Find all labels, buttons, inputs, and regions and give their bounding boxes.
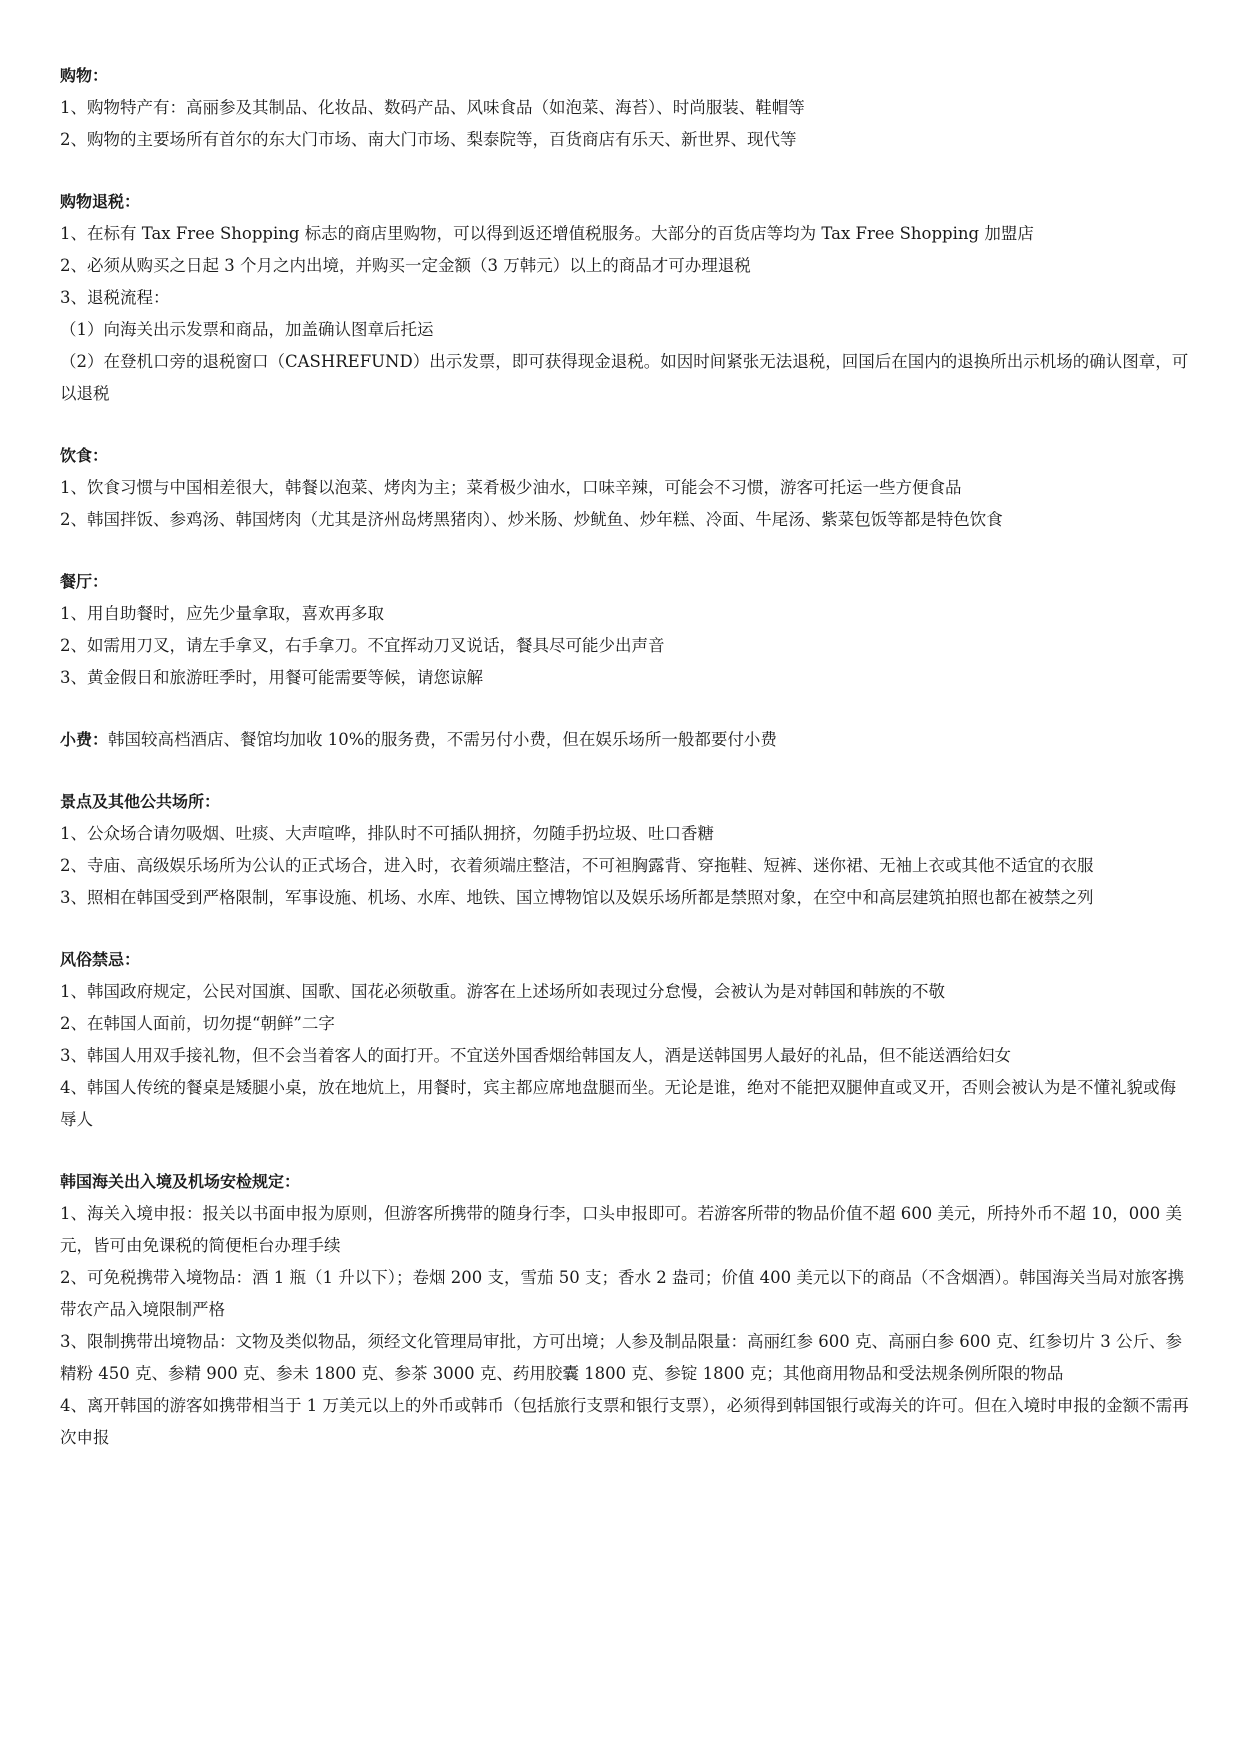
section-restaurant	[60, 566, 1189, 694]
paragraph: 3、韩国人用双手接礼物，但不会当着客人的面打开。不宜送外国香烟给韩国友人，酒是送韩国男人最好的礼品，但不能送酒给妇女	[60, 1046, 1011, 1065]
paragraph: 1、韩国政府规定，公民对国旗、国歌、国花必须敬重。游客在上述场所如表现过分怠慢，会被认为是对韩国和韩族的不敬	[60, 982, 945, 1001]
paragraph: 2、寺庙、高级娱乐场所为公认的正式场合，进入时，衣着须端庄整洁，不可袒胸露背、穿拖鞋、短裤、迷你裙、无袖上衣或其他不适宜的衣服	[60, 856, 1094, 875]
section-heading: 小费：	[60, 730, 109, 749]
paragraph: 1、海关入境申报：报关以书面申报为原则，但游客所携带的随身行李，口头申报即可。若游客所带的物品价值不超 600 美元，所持外币不超 10，000 美元，皆可由免课税的简便柜台办理手续	[60, 1204, 1182, 1255]
section-heading: 饮食：	[60, 446, 109, 465]
paragraph: 2、在韩国人面前，切勿提“朝鲜”二字	[60, 1014, 335, 1033]
section-heading: 风俗禁忌：	[60, 950, 141, 969]
paragraph: 2、如需用刀叉，请左手拿叉，右手拿刀。不宜挥动刀叉说话，餐具尽可能少出声音	[60, 636, 665, 655]
section-heading: 购物：	[60, 66, 109, 85]
section-customs-regulations	[60, 1166, 1189, 1454]
paragraph: （1）向海关出示发票和商品，加盖确认图章后托运	[60, 320, 434, 339]
section-heading: 韩国海关出入境及机场安检规定：	[60, 1172, 301, 1191]
section-heading: 景点及其他公共场所：	[60, 792, 221, 811]
section-heading: 购物退税：	[60, 192, 141, 211]
paragraph	[60, 724, 1189, 756]
section-tax-refund	[60, 186, 1189, 410]
section-heading: 餐厅：	[60, 572, 109, 591]
paragraph: 3、照相在韩国受到严格限制，军事设施、机场、水库、地铁、国立博物馆以及娱乐场所都是禁照对象，在空中和高层建筑拍照也都在被禁之列	[60, 888, 1094, 907]
paragraph: 2、必须从购买之日起 3 个月之内出境，并购买一定金额（3 万韩元）以上的商品才可办理退税	[60, 256, 751, 275]
paragraph: 3、黄金假日和旅游旺季时，用餐可能需要等候，请您谅解	[60, 668, 483, 687]
paragraph: 2、购物的主要场所有首尔的东大门市场、南大门市场、梨泰院等，百货商店有乐天、新世界、现代等	[60, 130, 797, 149]
paragraph: 1、在标有 Tax Free Shopping 标志的商店里购物，可以得到返还增值税服务。大部分的百货店等均为 Tax Free Shopping 加盟店	[60, 224, 1034, 243]
paragraph: 2、韩国拌饭、参鸡汤、韩国烤肉（尤其是济州岛烤黑猪肉）、炒米肠、炒鱿鱼、炒年糕、冷面、牛尾汤、紫菜包饭等都是特色饮食	[60, 510, 1003, 529]
paragraph: 1、公众场合请勿吸烟、吐痰、大声喧哗，排队时不可插队拥挤，勿随手扔垃圾、吐口香糖	[60, 824, 714, 843]
paragraph: 1、饮食习惯与中国相差很大，韩餐以泡菜、烤肉为主；菜肴极少油水，口味辛辣，可能会不习惯，游客可托运一些方便食品	[60, 478, 962, 497]
tips-text: 韩国较高档酒店、餐馆均加收 10%的服务费，不需另付小费，但在娱乐场所一般都要付小费	[108, 730, 777, 749]
paragraph: 2、可免税携带入境物品：酒 1 瓶（1 升以下）；卷烟 200 支，雪茄 50 支；香水 2 盎司；价值 400 美元以下的商品（不含烟酒）。韩国海关当局对旅客携带农产品入境限制严格	[60, 1268, 1185, 1319]
section-shopping	[60, 60, 1189, 156]
paragraph: 1、购物特产有：高丽参及其制品、化妆品、数码产品、风味食品（如泡菜、海苔）、时尚服装、鞋帽等	[60, 98, 805, 117]
paragraph: 4、韩国人传统的餐桌是矮腿小桌，放在地炕上，用餐时，宾主都应席地盘腿而坐。无论是谁，绝对不能把双腿伸直或叉开，否则会被认为是不懂礼貌或侮辱人	[60, 1078, 1176, 1129]
paragraph: 1、用自助餐时，应先少量拿取，喜欢再多取	[60, 604, 384, 623]
section-tips	[60, 724, 1189, 756]
section-customs-taboos	[60, 944, 1189, 1136]
paragraph: （2）在登机口旁的退税窗口（CASHREFUND）出示发票，即可获得现金退税。如因时间紧张无法退税，回国后在国内的退换所出示机场的确认图章，可以退税	[60, 352, 1189, 403]
section-public-places	[60, 786, 1189, 914]
section-diet	[60, 440, 1189, 536]
paragraph: 3、退税流程：	[60, 288, 170, 307]
paragraph: 4、离开韩国的游客如携带相当于 1 万美元以上的外币或韩币（包括旅行支票和银行支票），必须得到韩国银行或海关的许可。但在入境时申报的金额不需再次申报	[60, 1396, 1189, 1447]
paragraph: 3、限制携带出境物品：文物及类似物品，须经文化管理局审批，方可出境；人参及制品限量：高丽红参 600 克、高丽白参 600 克、红参切片 3 公斤、参精粉 450 克、参精 900 克、参未 1800 克、参茶 3000 克、药用胶囊 1800 克、参锭 1800 克；其他商用物品和受法规条例所限的物品	[60, 1332, 1182, 1383]
